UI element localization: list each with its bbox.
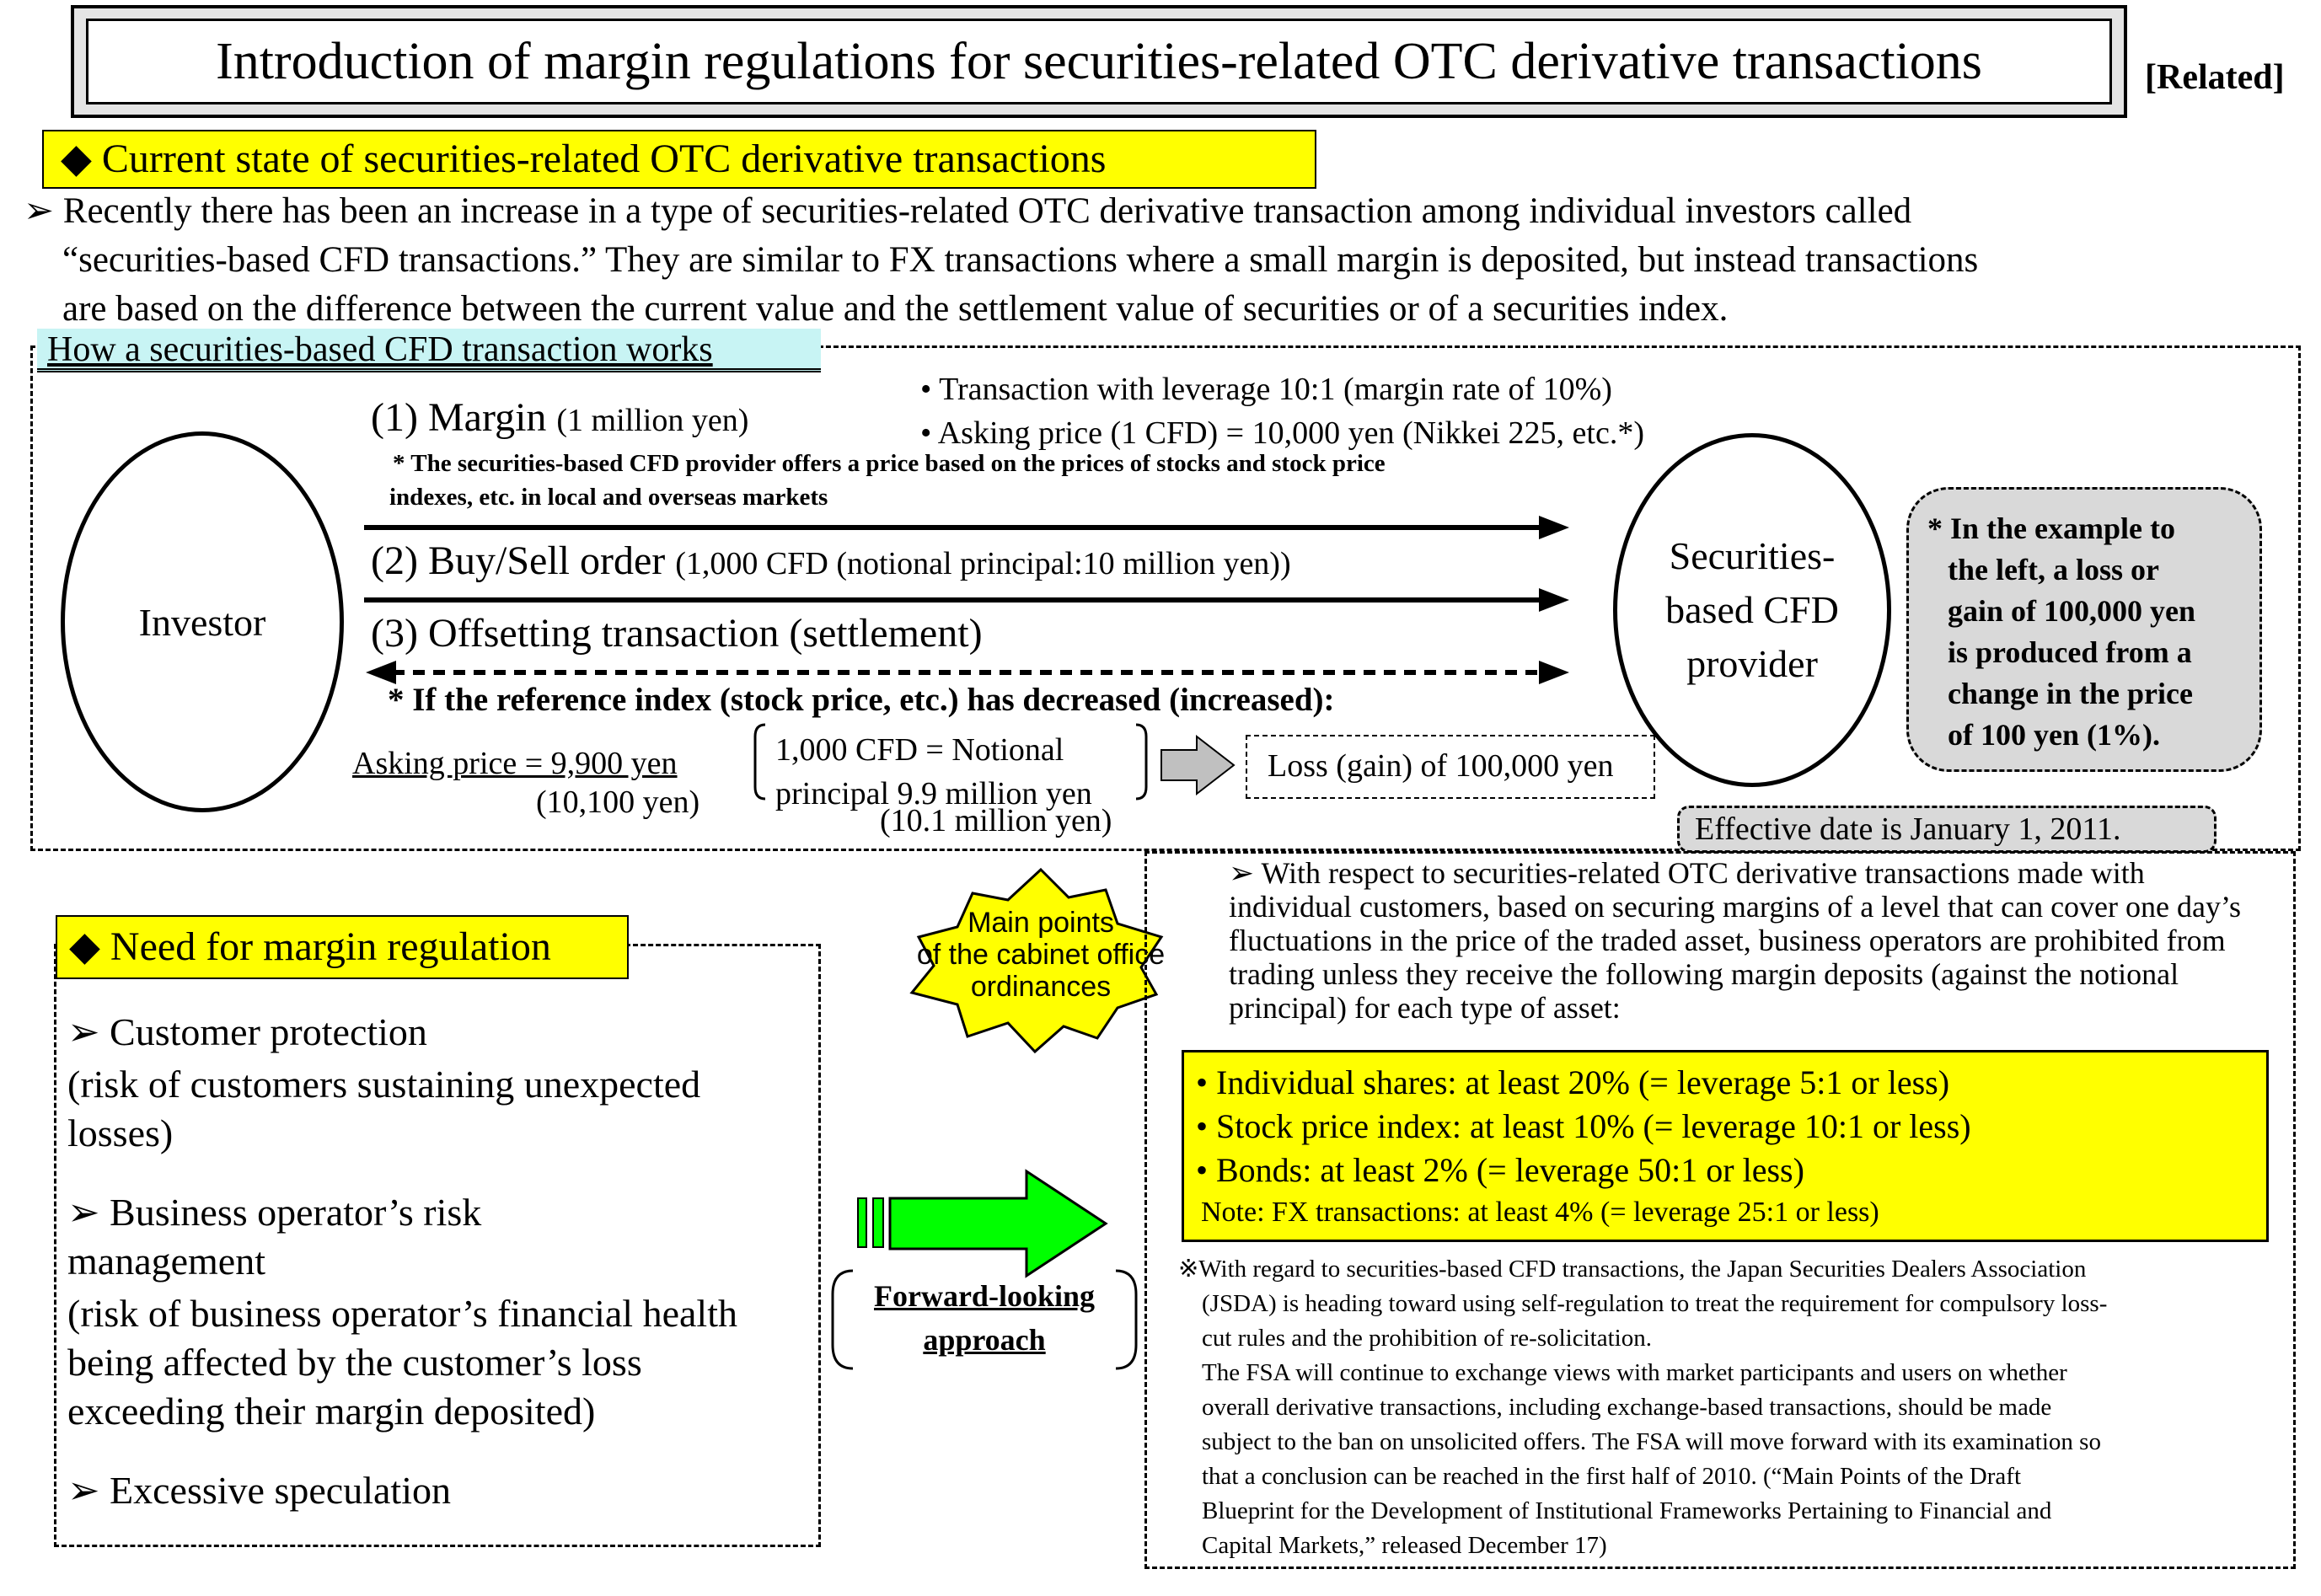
ordinance-intro [1229,856,2291,1025]
order-main: (2) Buy/Sell order [371,538,666,583]
need-detail-2a: (risk of business operator’s financial health [67,1292,737,1335]
order-arrow [364,588,1569,612]
leverage-bullet-1: • Transaction with leverage 10:1 (margin rate of 10%) [920,372,1612,407]
how-it-works-heading: How a securities-based CFD transaction works [37,329,821,372]
forward-looking-label [858,1274,1111,1362]
example-note-line-3: gain of 100,000 yen [1948,594,2196,628]
provider-note-line-2: indexes, etc. in local and overseas markets [389,484,828,511]
ordinance-intro-line-3: fluctuations in the price of the traded asset, business operators are prohibited from [1229,924,2226,957]
note-line-4: The FSA will continue to exchange views with market participants and users on whether [1202,1359,2067,1386]
notional-right-brace [1136,725,1146,799]
result-arrow-icon [1161,736,1234,794]
example-note-line-6: of 100 yen (1%). [1948,718,2160,752]
need-item-customer-protection: ➢ Customer protection [67,1010,427,1053]
starburst-label [897,907,1185,1003]
margin-amount: (1 million yen) [556,403,749,438]
rule-bonds: • Bonds: at least 2% (= leverage 50:1 or less) [1196,1151,1804,1189]
current-state-heading: ◆ Current state of securities-related OTC derivative transactions [42,130,1316,189]
forward-looking-line-2: approach [923,1323,1046,1357]
notional-line-2: principal 9.9 million yen [775,776,1092,811]
need-item-excessive-speculation: ➢ Excessive speculation [67,1469,451,1512]
margin-arrow [364,516,1569,539]
forward-arrow-icon [858,1171,1106,1276]
need-detail-1a: (risk of customers sustaining unexpected [67,1063,701,1106]
intro-line-3: are based on the difference between the current value and the settlement value of securities or of a securities index. [62,289,1729,329]
offsetting-arrow [366,661,1569,684]
note-line-5: overall derivative transactions, including exchange-based transactions, should be made [1202,1394,2052,1421]
need-detail-1b: losses) [67,1111,174,1154]
ordinance-intro-line-2: individual customers, based on securing margins of a level that can cover one day’s [1229,890,2241,924]
intro-line-1: Recently there has been an increase in a type of securities-related OTC derivative transaction among individual investors called [62,191,1912,231]
starburst-line-2: of the cabinet office [916,939,1166,971]
arrow-bullet-icon: ➢ [24,191,55,231]
ordinance-intro-line-1: ➢ With respect to securities-related OTC derivative transactions made with [1229,856,2145,890]
ordinance-intro-line-4: trading unless they receive the following margin deposits (against the notional [1229,957,2179,991]
need-item-risk-management-2: management [67,1240,266,1283]
notional-line-3: (10.1 million yen) [880,803,1112,838]
loss-gain-box: Loss (gain) of 100,000 yen [1246,735,1655,799]
approach-left-bracket [833,1271,853,1368]
rule-individual-shares: • Individual shares: at least 20% (= leverage 5:1 or less) [1196,1063,1950,1101]
need-detail-2b: being affected by the customer’s loss [67,1341,642,1384]
notional-line-1: 1,000 CFD = Notional [775,732,1064,768]
intro-line-2: “securities-based CFD transactions.” They are similar to FX transactions where a small margin is deposited, but instead transactions [62,240,1979,280]
asking-price-line-1: Asking price = 9,900 yen [352,746,678,781]
starburst-line-1: Main points [968,907,1114,939]
leverage-bullet-2: • Asking price (1 CFD) = 10,000 yen (Nikkei 225, etc.*) [920,415,1644,451]
rule-stock-price-index: • Stock price index: at least 10% (= leverage 10:1 or less) [1196,1107,1971,1145]
starburst-line-3: ordinances [970,971,1112,1003]
page-title: Introduction of margin regulations for securities-related OTC derivative transactions [86,19,2112,104]
approach-right-bracket [1116,1271,1136,1368]
need-item-risk-management: ➢ Business operator’s risk [67,1191,482,1234]
note-line-2: (JSDA) is heading toward using self-regulation to treat the requirement for compulsory loss- [1202,1290,2108,1317]
example-note-line-4: is produced from a [1948,635,2192,669]
need-detail-2c: exceeding their margin deposited) [67,1390,596,1433]
note-line-8: Blueprint for the Development of Institutional Frameworks Pertaining to Financial and [1202,1497,2052,1524]
margin-rules-box [1182,1050,2269,1242]
asking-price-line-2: (10,100 yen) [536,785,700,820]
note-line-3: cut rules and the prohibition of re-solicitation. [1202,1325,1652,1352]
note-line-9: Capital Markets,” released December 17) [1202,1532,1607,1559]
effective-date-badge: Effective date is January 1, 2011. [1677,806,2216,853]
note-line-7: that a conclusion can be reached in the first half of 2010. (“Main Points of the Draft [1202,1463,2021,1490]
note-line-6: subject to the ban on unsolicited offers. The FSA will move forward with its examination so [1202,1428,2101,1455]
order-notional: (1,000 CFD (notional principal:10 million yen)) [675,546,1291,581]
ordinance-intro-line-5: principal) for each type of asset: [1229,991,1621,1025]
notional-left-brace [755,725,765,799]
investor-label: Investor [138,600,266,644]
provider-label: Securities-based CFD provider [1665,534,1839,685]
note-line-1: ※With regard to securities-based CFD transactions, the Japan Securities Dealers Association [1178,1256,2087,1283]
ordinance-notes [1178,1252,2291,1563]
need-heading: ◆ Need for margin regulation [56,915,629,979]
example-note-line-5: change in the price [1948,677,2193,710]
reference-note: * If the reference index (stock price, etc.) has decreased (increased): [388,682,1335,718]
forward-looking-line-1: Forward-looking [873,1279,1095,1313]
example-note-line-1: * In the example to [1927,511,2175,545]
provider-note-line-1: * The securities-based CFD provider offers a price based on the prices of stocks and stock price [393,450,1386,477]
related-label: [Related] [2145,58,2285,97]
offset-label: (3) Offsetting transaction (settlement) [371,611,983,656]
need-content [67,1008,809,1515]
rule-fx-note: Note: FX transactions: at least 4% (= leverage 25:1 or less) [1201,1197,1879,1228]
margin-main: (1) Margin [371,395,547,440]
example-note-line-2: the left, a loss or [1948,553,2159,586]
